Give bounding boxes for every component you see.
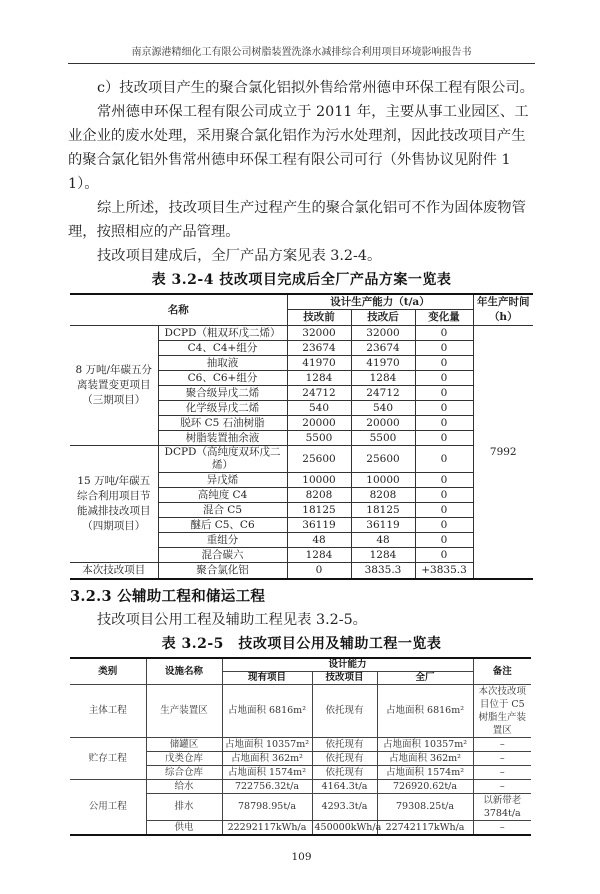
cell-project: 依托现有 [312, 685, 377, 738]
cell-project: 4293.3t/a [312, 794, 377, 821]
cell-note: – [473, 821, 531, 836]
cell-after: 1284 [351, 548, 415, 563]
paragraph-summary: 综上所述，技改项目生产过程产生的聚合氯化铝可不作为固体废物管理，按照相应的产品管理。 [68, 200, 526, 240]
cell-change: 0 [415, 341, 473, 356]
cell-project: 依托现有 [312, 752, 377, 766]
cell-existing: 占地面积 10357m² [222, 738, 312, 752]
product-scheme-table-body [70, 326, 533, 580]
header-design-capacity: 设计能力 [222, 658, 473, 672]
cell-change: +3835.3 [415, 563, 473, 580]
cell-change: 0 [415, 356, 473, 371]
cell-existing: 722756.32t/a [222, 780, 312, 794]
cell-plant: 726920.62t/a [377, 780, 473, 794]
header-facility: 设施名称 [146, 658, 222, 685]
cell-existing: 占地面积 1574m² [222, 766, 312, 780]
cell-after: 20000 [351, 416, 415, 431]
cell-before: 540 [287, 401, 351, 416]
cell-category: 贮存工程 [70, 738, 146, 780]
cell-before: 23674 [287, 341, 351, 356]
cell-after: 1284 [351, 371, 415, 386]
cell-project: 依托现有 [312, 766, 377, 780]
cell-before: 1284 [287, 371, 351, 386]
cell-note: – [473, 752, 531, 766]
cell-after: 25600 [351, 446, 415, 473]
cell-existing: 占地面积 362m² [222, 752, 312, 766]
paragraph-table2-ref: 技改项目公用工程及辅助工程见表 3.2-5。 [97, 612, 367, 628]
cell-before: 48 [287, 533, 351, 548]
cell-category: 主体工程 [70, 685, 146, 738]
cell-after: 23674 [351, 341, 415, 356]
cell-after: 24712 [351, 386, 415, 401]
cell-product: 异戊烯 [158, 473, 287, 488]
cell-change: 0 [415, 431, 473, 446]
cell-after: 48 [351, 533, 415, 548]
cell-plant: 22742117kWh/a [377, 821, 473, 836]
cell-change: 0 [415, 446, 473, 473]
header-hours: 年生产时间（h） [473, 294, 533, 326]
cell-category: 公用工程 [70, 780, 146, 836]
page-number: 109 [291, 851, 312, 863]
table-row [70, 326, 533, 341]
cell-product: 聚合级异戊二烯 [158, 386, 287, 401]
table-row [70, 738, 531, 752]
cell-change: 0 [415, 416, 473, 431]
cell-project: 4164.3t/a [312, 780, 377, 794]
cell-project: 依托现有 [312, 738, 377, 752]
cell-change: 0 [415, 518, 473, 533]
cell-after: 36119 [351, 518, 415, 533]
table2-caption: 表 3.2-5 技改项目公用及辅助工程一览表 [161, 636, 442, 652]
cell-note: – [473, 780, 531, 794]
cell-before: 1284 [287, 548, 351, 563]
cell-change: 0 [415, 473, 473, 488]
table-row [70, 563, 533, 580]
cell-after: 10000 [351, 473, 415, 488]
group-label: 8 万吨/年碳五分离装置变更项目（三期项目） [70, 326, 158, 446]
cell-change: 0 [415, 548, 473, 563]
group-label: 15 万吨/年碳五综合利用项目节能减排技改项目（四期项目） [70, 446, 158, 563]
header-existing: 现有项目 [222, 672, 312, 685]
header-project: 技改项目 [312, 672, 377, 685]
header-change: 变化量 [415, 310, 473, 326]
cell-after: 540 [351, 401, 415, 416]
cell-existing: 78798.95t/a [222, 794, 312, 821]
cell-change: 0 [415, 401, 473, 416]
cell-before: 10000 [287, 473, 351, 488]
cell-facility: 储罐区 [146, 738, 222, 752]
utility-engineering-table [70, 657, 531, 836]
cell-after: 5500 [351, 431, 415, 446]
group-label: 本次技改项目 [70, 563, 158, 580]
cell-product: 混合碳六 [158, 548, 287, 563]
cell-change: 0 [415, 533, 473, 548]
cell-change: 0 [415, 326, 473, 341]
cell-note: 以新带老 3784t/a [473, 794, 531, 821]
cell-before: 36119 [287, 518, 351, 533]
cell-before: 20000 [287, 416, 351, 431]
header-note: 备注 [473, 658, 531, 685]
header-category: 类别 [70, 658, 146, 685]
paragraph-table-ref: 技改项目建成后，全厂产品方案见表 3.2-4。 [97, 248, 382, 264]
header-after: 技改后 [351, 310, 415, 326]
header-before: 技改前 [287, 310, 351, 326]
cell-before: 0 [287, 563, 351, 580]
cell-change: 0 [415, 386, 473, 401]
cell-existing: 22292117kWh/a [222, 821, 312, 836]
cell-before: 5500 [287, 431, 351, 446]
cell-facility: 戊类仓库 [146, 752, 222, 766]
cell-product: 混合 C5 [158, 503, 287, 518]
cell-product: 醚后 C5、C6 [158, 518, 287, 533]
cell-after: 3835.3 [351, 563, 415, 580]
cell-product: C6、C6+组分 [158, 371, 287, 386]
cell-after: 41970 [351, 356, 415, 371]
cell-change: 0 [415, 503, 473, 518]
cell-product: 聚合氯化铝 [158, 563, 287, 580]
cell-before: 24712 [287, 386, 351, 401]
cell-after: 32000 [351, 326, 415, 341]
cell-before: 8208 [287, 488, 351, 503]
cell-product: C4、C4+组分 [158, 341, 287, 356]
table1-caption: 表 3.2-4 技改项目完成后全厂产品方案一览表 [151, 272, 452, 288]
cell-note: – [473, 766, 531, 780]
cell-product: 树脂装置抽余液 [158, 431, 287, 446]
header-name: 名称 [70, 294, 287, 326]
cell-facility: 给水 [146, 780, 222, 794]
cell-after: 18125 [351, 503, 415, 518]
cell-before: 41970 [287, 356, 351, 371]
cell-facility: 生产装置区 [146, 685, 222, 738]
cell-existing: 占地面积 6816m² [222, 685, 312, 738]
header-plant: 全厂 [377, 672, 473, 685]
cell-product: 高纯度 C4 [158, 488, 287, 503]
product-scheme-table [70, 293, 533, 580]
cell-product: 重组分 [158, 533, 287, 548]
cell-plant: 占地面积 10357m² [377, 738, 473, 752]
cell-note: 本次技改项目位于 C5 树脂生产装置区 [473, 685, 531, 738]
cell-product: DCPD（高纯度双环戊二烯） [158, 446, 287, 473]
table-row [70, 780, 531, 794]
cell-change: 0 [415, 371, 473, 386]
cell-project: 450000kWh/a [312, 821, 377, 836]
cell-before: 25600 [287, 446, 351, 473]
paragraph-sale-plan: c）技改项目产生的聚合氯化铝拟外售给常州德申环保工程有限公司。 [97, 80, 534, 96]
cell-plant: 占地面积 362m² [377, 752, 473, 766]
cell-plant: 79308.25t/a [377, 794, 473, 821]
cell-facility: 排水 [146, 794, 222, 821]
cell-plant: 占地面积 1574m² [377, 766, 473, 780]
cell-plant: 占地面积 6816m² [377, 685, 473, 738]
table-row [70, 685, 531, 738]
table-row [70, 446, 533, 473]
cell-after: 8208 [351, 488, 415, 503]
paragraph-company-intro: 常州德申环保工程有限公司成立于 2011 年，主要从事工业园区、工业企业的废水处理，采用聚合氯化铝作为污水处理剂，因此技改项目产生的聚合氯化铝外售常州德申环保工程有限公司可行（外售协议见附件 11）。 [68, 104, 529, 192]
cell-product: 化学级异戊二烯 [158, 401, 287, 416]
section-heading: 3.2.3 公辅助工程和储运工程 [70, 588, 266, 605]
cell-facility: 供电 [146, 821, 222, 836]
cell-change: 0 [415, 488, 473, 503]
cell-before: 18125 [287, 503, 351, 518]
cell-product: DCPD（粗双环戊二烯） [158, 326, 287, 341]
cell-facility: 综合仓库 [146, 766, 222, 780]
cell-before: 32000 [287, 326, 351, 341]
cell-product: 脱环 C5 石油树脂 [158, 416, 287, 431]
document-header: 南京源港精细化工有限公司树脂装置洗涤水减排综合利用项目环境影响报告书 [68, 46, 535, 64]
cell-note: – [473, 738, 531, 752]
utility-engineering-table-body [70, 685, 531, 836]
cell-product: 抽取液 [158, 356, 287, 371]
header-capacity: 设计生产能力（t/a） [287, 294, 473, 310]
hours-value: 7992 [473, 326, 533, 580]
